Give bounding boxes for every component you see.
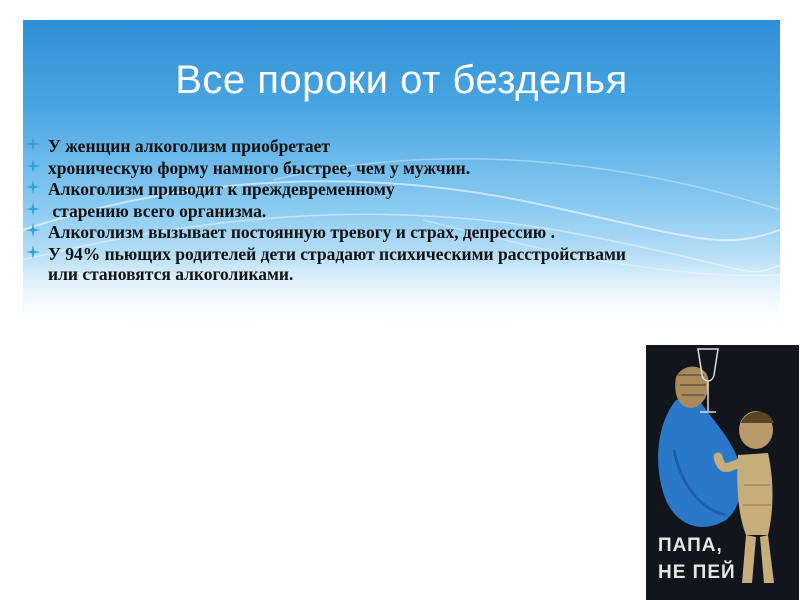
star-bullet-icon <box>26 137 40 151</box>
poster-image <box>646 345 799 600</box>
star-bullet-icon <box>26 180 40 194</box>
bullet-text: Алкоголизм приводит к преждевременному <box>48 179 395 199</box>
star-bullet-icon <box>26 159 40 173</box>
bullet-item <box>22 222 642 243</box>
bullet-list <box>22 136 642 286</box>
star-bullet-icon <box>26 202 40 216</box>
bullet-item <box>22 201 642 222</box>
bullet-item <box>22 136 642 157</box>
bullet-text: хроническую форму намного быстрее, чем у мужчин. <box>48 157 471 178</box>
slide-title: Все пороки от безделья <box>175 58 628 102</box>
bullet-item <box>22 244 642 285</box>
poster-caption-line1: ПАПА, <box>658 535 723 556</box>
bullet-text: У женщин алкоголизм приобретает <box>48 136 330 156</box>
bullet-text: старению всего организма. <box>48 200 267 221</box>
bullet-text: Алкоголизм вызывает постоянную тревогу и страх, депрессию . <box>48 222 555 242</box>
star-bullet-icon <box>26 245 40 259</box>
poster-caption-line2: НЕ ПЕЙ <box>658 562 736 583</box>
star-bullet-icon <box>26 223 40 237</box>
bullet-item <box>22 179 642 200</box>
bullet-item <box>22 158 642 179</box>
bullet-text: У 94% пьющих родителей дети страдают психическими расстройствами или становятся алкоголиками. <box>48 243 626 284</box>
